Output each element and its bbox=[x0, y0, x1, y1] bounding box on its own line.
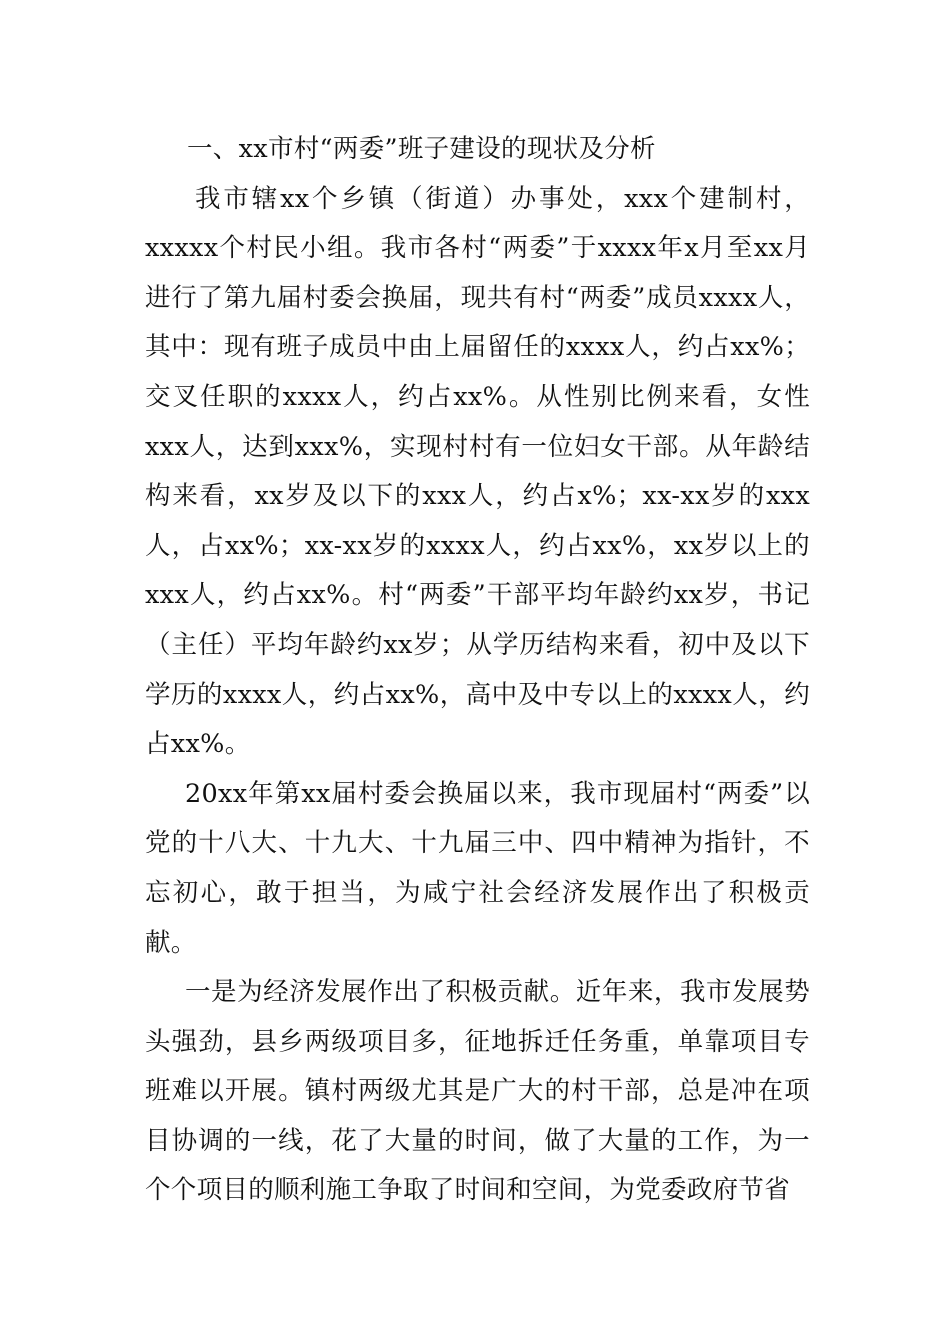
paragraph-economic: 一是为经济发展作出了积极贡献。近年来，我市发展势头强劲，县乡两级项目多，征地拆迁任务重，单靠项目专班难以开展。镇村两级尤其是广大的村干部，总是冲在项目协调的一线，花了大量的时间，做了大量的工作，为一个个项目的顺利施工争取了时间和空间，为党委政府节省 bbox=[145, 977, 810, 1206]
section-heading: 一、xx市村“两委”班子建设的现状及分析 bbox=[187, 134, 656, 164]
paragraph-overview: 我市辖xx个乡镇（街道）办事处，xxx个建制村，xxxxx个村民小组。我市各村“两委”于xxxx年x月至xx月进行了第九届村委会换届，现共有村“两委”成员xxxx人，其中：现有班子成员中由上届留任的xxxx人，约占xx%；交叉任职的xxxx人，约占xx%。从性别比例来看，女性xxx人，达到xxx%，实现村村有一位妇女干部。从年龄结构来看，xx岁及以下的xxx人，约占x%；xx-xx岁的xxx人，占xx%；xx-xx岁的xxxx人，约占xx%，xx岁以上的xxx人，约占xx%。村“两委”干部平均年龄约xx岁，书记（主任）平均年龄约xx岁；从学历结构来看，初中及以下学历的xxxx人，约占xx%，高中及中专以上的xxxx人，约占xx%。 bbox=[145, 183, 810, 760]
paragraph-contribution: 20xx年第xx届村委会换届以来，我市现届村“两委”以党的十八大、十九大、十九届三中、四中精神为指针，不忘初心，敢于担当，为咸宁社会经济发展作出了积极贡献。 bbox=[145, 778, 810, 958]
document-body bbox=[145, 125, 810, 1216]
